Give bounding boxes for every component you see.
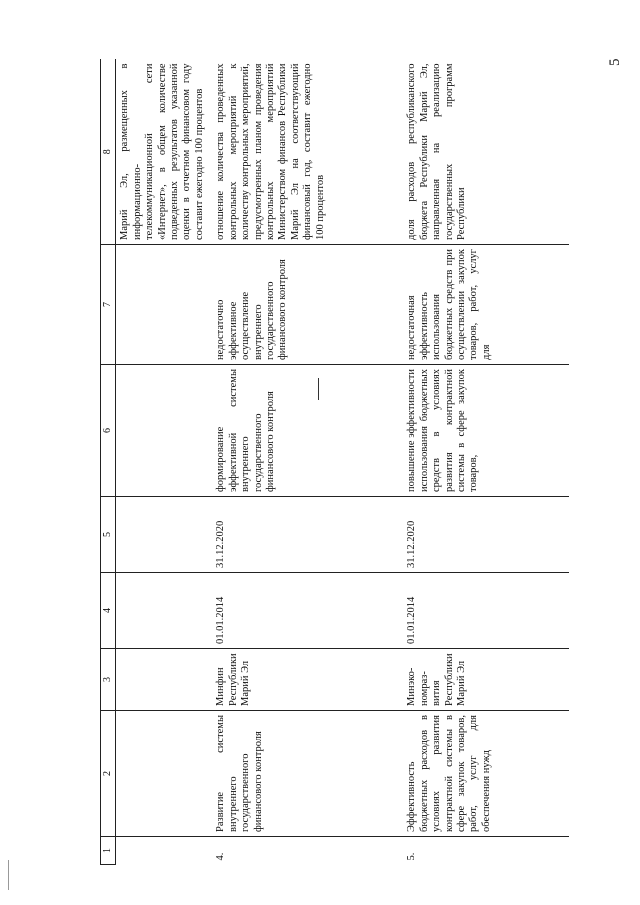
scan-mark-left: [8, 860, 9, 890]
scan-mark-top: [318, 378, 319, 400]
start-date: 01.01.2014: [403, 573, 569, 649]
end-date: 31.12.2020: [403, 497, 569, 573]
row-number: 4.: [215, 852, 227, 861]
start-date: 01.01.2014: [212, 573, 403, 649]
col-num-2: 2: [101, 711, 116, 837]
col-num-1: 1: [101, 837, 116, 865]
col-num-3: 3: [101, 649, 116, 711]
col-num-6: 6: [101, 365, 116, 497]
continuation-indicator: Марий Эл, размещенных в информационно-телекоммуникационной сети «Интернет», в общем количестве подведенных результатов указанной оценки в отчетном финансовом году составит ежегодно 100 процентов: [116, 60, 213, 245]
consequences: недостаточно эффективное осуществление внутреннего государственного финансового контроля: [212, 245, 403, 365]
table-row: [212, 60, 403, 865]
measure-name: Эффективность бюджетных расходов в условиях развития контрактной системы в сфере закупок товаров, работ, услуг для обеспечения нужд: [403, 711, 569, 837]
col-num-5: 5: [101, 497, 116, 573]
table-row-continuation: [116, 60, 213, 865]
measure-name: Развитие системы внутреннего государственного финансового контроля: [212, 711, 403, 837]
indicator: отношение количества проведенных контрольных мероприятий к количеству контрольных мероприятий, предусмотренных планом проведения контрольных мероприятий Министерством финансов Республики Марий Эл на соответствующий финансовый год, составит ежегодно 100 процентов: [212, 60, 403, 245]
consequences: недостаточная эффективность использования бюджетных средств при осуществлении закупок товаров, работ, услуг для: [403, 245, 569, 365]
executor: Минфин Республики Марий Эл: [212, 649, 403, 711]
col-num-4: 4: [101, 573, 116, 649]
col-num-7: 7: [101, 245, 116, 365]
measures-table: [100, 60, 569, 866]
indicator: доля расходов республиканского бюджета Республики Марий Эл, направленная на реализацию государственных программ Республики: [403, 60, 569, 245]
rotated-table-block: [100, 60, 570, 865]
expected-result: формирование эффективной системы внутреннего государственного финансового контроля: [212, 365, 403, 497]
table-row: [403, 60, 569, 865]
row-number: 5.: [406, 852, 418, 861]
expected-result: повышение эффективности использования бюджетных средств в условиях развития контрактной системы в сфере закупок товаров,: [403, 365, 569, 497]
col-num-8: 8: [101, 60, 116, 245]
column-number-row: [101, 60, 116, 865]
end-date: 31.12.2020: [212, 497, 403, 573]
executor: Минэко-номраз-вития Республики Марий Эл: [403, 649, 569, 711]
page-number: 5: [607, 58, 623, 66]
